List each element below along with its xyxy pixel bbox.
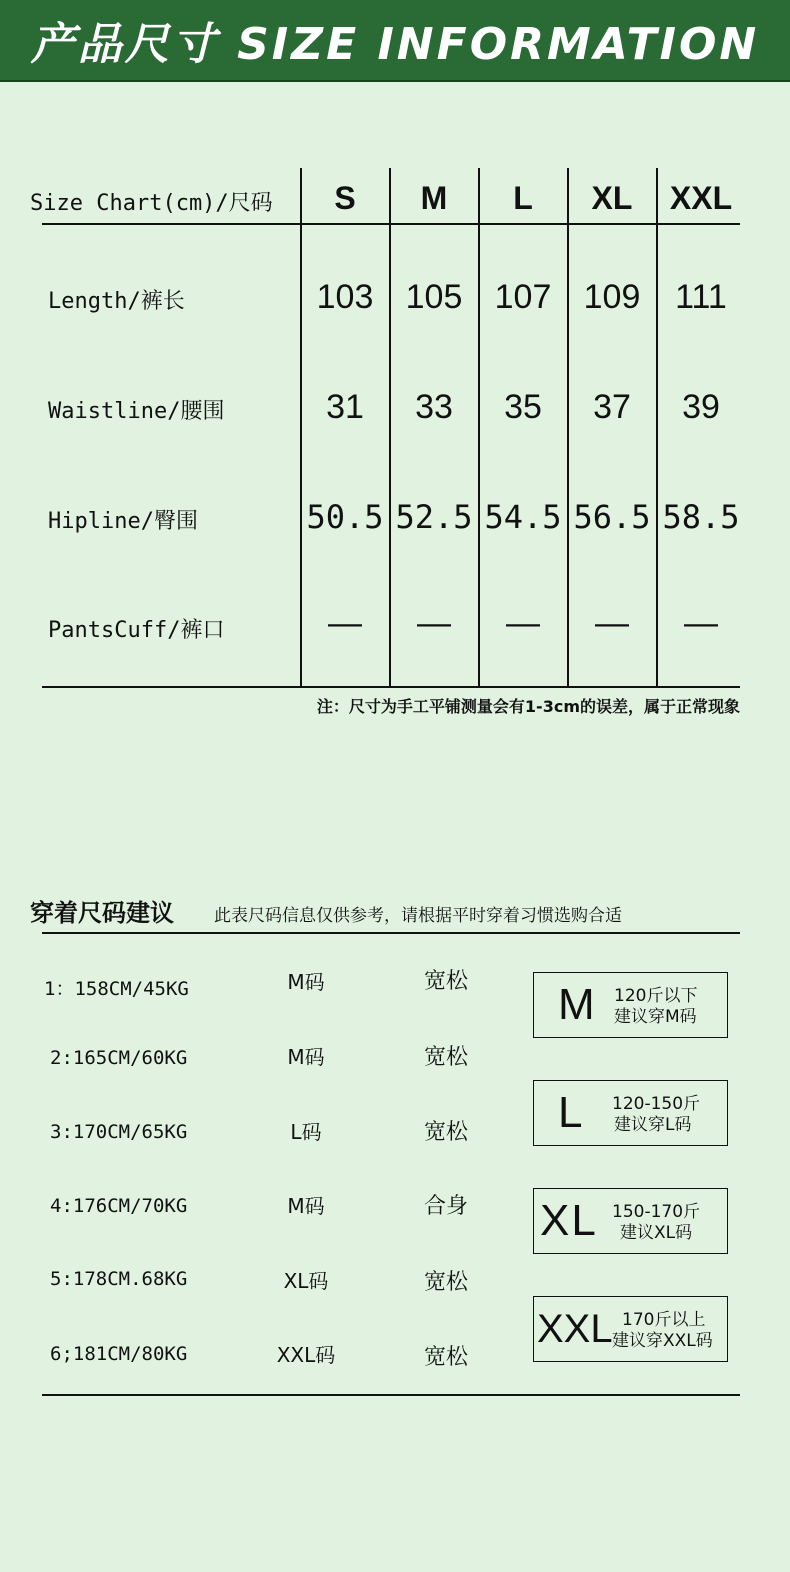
table-cell: 107 <box>494 278 552 316</box>
table-cell: — <box>595 604 629 642</box>
recommended-size: M码 <box>287 1045 325 1069</box>
recommendation-subtitle: 此表尺码信息仅供参考，请根据平时穿着习惯选购合适 <box>214 906 622 926</box>
table-cell: 105 <box>405 278 463 316</box>
size-column-header: M <box>420 180 448 216</box>
table-cell: 50.5 <box>306 498 384 536</box>
table-cell: — <box>684 604 718 642</box>
table-cell: 33 <box>415 388 453 426</box>
size-column-header: S <box>334 180 356 216</box>
measurement-note: 注：尺寸为手工平铺测量会有1-3cm的误差，属于正常现象 <box>316 697 740 716</box>
size-column-header: L <box>513 180 533 216</box>
row-label-length: Length/裤长 <box>48 289 185 314</box>
row-label-pantscuff: PantsCuff/裤口 <box>48 618 225 643</box>
fit-type: 宽松 <box>424 1045 469 1070</box>
table-divider <box>42 223 740 225</box>
fit-type: 宽松 <box>424 1270 469 1295</box>
size-column-header: XL <box>591 180 633 216</box>
size-chart-header-label: Size Chart(cm)/尺码 <box>30 191 273 216</box>
size-guide-box-xl <box>533 1188 728 1254</box>
size-column-header: XXL <box>669 180 733 216</box>
fit-type: 宽松 <box>424 1120 469 1145</box>
recommended-size: M码 <box>287 1194 325 1218</box>
table-cell: 35 <box>504 388 542 426</box>
size-guide-weight: 170斤以上 <box>622 1310 706 1330</box>
body-measurement: 1：158CM/45KG <box>44 978 189 1000</box>
size-guide-box-xxl <box>533 1296 728 1362</box>
body-measurement: 6;181CM/80KG <box>50 1343 188 1365</box>
size-guide-letter: XXL <box>537 1307 613 1351</box>
size-guide-advice: 建议穿M码 <box>614 1007 697 1027</box>
table-cell: — <box>506 604 540 642</box>
table-cell: 52.5 <box>395 498 473 536</box>
body-measurement: 3:170CM/65KG <box>50 1121 188 1143</box>
section-divider <box>42 1394 740 1396</box>
table-cell: 103 <box>316 278 374 316</box>
size-guide-box-m <box>533 972 728 1038</box>
recommended-size: XL码 <box>283 1269 329 1293</box>
recommendation-title: 穿着尺码建议 <box>30 899 174 927</box>
body-measurement: 4:176CM/70KG <box>50 1195 188 1217</box>
table-cell: 39 <box>682 388 720 426</box>
row-label-waistline: Waistline/腰围 <box>48 399 225 424</box>
table-cell: 111 <box>675 278 727 316</box>
table-cell: 54.5 <box>484 498 562 536</box>
table-cell: — <box>417 604 451 642</box>
table-cell: 37 <box>593 388 631 426</box>
size-guide-weight: 120斤以下 <box>614 986 698 1006</box>
size-guide-box-l <box>533 1080 728 1146</box>
fit-type: 合身 <box>424 1194 469 1219</box>
table-cell: 58.5 <box>662 498 740 536</box>
fit-type: 宽松 <box>424 1345 469 1370</box>
header-banner <box>0 0 790 82</box>
size-guide-advice: 建议XL码 <box>620 1223 693 1243</box>
recommended-size: L码 <box>290 1120 322 1144</box>
table-cell: 31 <box>326 388 364 426</box>
recommended-size: M码 <box>287 970 325 994</box>
body-measurement: 2:165CM/60KG <box>50 1047 188 1069</box>
size-guide-advice: 建议穿XXL码 <box>612 1331 713 1351</box>
fit-type: 宽松 <box>424 969 469 994</box>
size-guide-letter: L <box>558 1088 585 1137</box>
table-cell: 109 <box>583 278 641 316</box>
size-guide-weight: 120-150斤 <box>612 1094 701 1114</box>
table-cell: — <box>328 604 362 642</box>
size-guide-advice: 建议穿L码 <box>614 1115 692 1135</box>
table-divider <box>42 686 740 688</box>
section-divider <box>42 932 740 934</box>
page-title: 产品尺寸 SIZE INFORMATION <box>30 19 760 70</box>
size-guide-weight: 150-170斤 <box>612 1202 701 1222</box>
table-cell: 56.5 <box>573 498 651 536</box>
size-guide-letter: XL <box>540 1196 598 1245</box>
recommended-size: XXL码 <box>276 1343 336 1367</box>
size-guide-letter: M <box>558 980 597 1029</box>
body-measurement: 5:178CM.68KG <box>50 1268 188 1290</box>
row-label-hipline: Hipline/臀围 <box>48 509 198 534</box>
